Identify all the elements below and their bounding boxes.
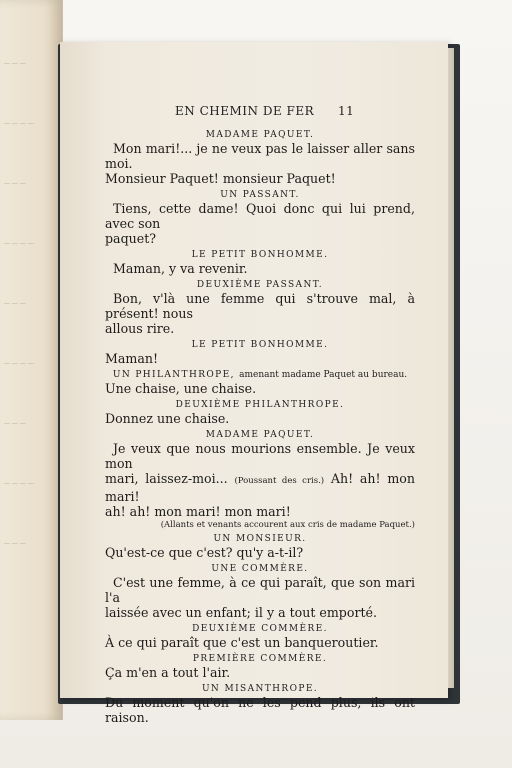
dialogue-line: Une chaise, une chaise. (105, 381, 257, 396)
dialogue-line: Maman, y va revenir. (113, 261, 248, 276)
speaker-name: DEUXIÈME PASSANT. (196, 280, 324, 290)
dialogue-line: À ce qui paraît que c'est un banqueroutier. (105, 635, 379, 650)
dialogue-fragment: mari, laissez-moi... (105, 471, 228, 486)
dialogue-line: Monsieur Paquet! monsieur Paquet! (105, 171, 336, 186)
speaker-name: UN MONSIEUR. (213, 534, 307, 544)
speaker-name: UNE COMMÈRE. (211, 564, 309, 574)
dialogue-line: Tiens, cette dame! Quoi donc qui lui prend, avec son (105, 201, 415, 231)
running-title: EN CHEMIN DE FER (175, 104, 315, 118)
dialogue-line: Qu'est-ce que c'est? qu'y a-t-il? (105, 545, 304, 560)
dialogue-line: laissée avec un enfant; il y a tout emporté. (105, 605, 377, 620)
speaker-name: LE PETIT BONHOMME. (191, 250, 329, 260)
facing-page: — — — — — — — — — — — — — — — — — — — — — — — — — — — — — — — (0, 0, 63, 720)
dialogue-line: allous rire. (105, 321, 175, 336)
speaker-name: UN PASSANT. (220, 190, 300, 200)
speaker-name: DEUXIÈME PHILANTHROPE. (175, 400, 345, 410)
dialogue-line: ah! ah! mon mari! mon mari! (105, 504, 291, 519)
stage-direction: (Allants et venants accourent aux cris de madame Paquet.) (160, 520, 415, 530)
speaker-with-direction (105, 370, 415, 380)
speaker-name: DEUXIÈME COMMÈRE. (192, 624, 328, 634)
speaker-name: MADAME PAQUET. (205, 130, 315, 140)
book-page (60, 42, 448, 725)
play-text (105, 126, 415, 725)
speaker-name: MADAME PAQUET. (205, 430, 315, 440)
speaker-name: LE PETIT BONHOMME. (191, 340, 329, 350)
stage-direction: amenant madame Paquet au bureau. (239, 370, 408, 380)
dialogue-fragment: Ah! ah! mon mari! (105, 471, 416, 504)
dialogue-line: Du moment qu'on ne les pend plus, ils ont raison. (105, 695, 415, 725)
dialogue-line: Mon mari!... je ne veux pas le laisser aller sans moi. (105, 141, 415, 171)
dialogue-line: Je veux que nous mourions ensemble. Je veux mon (105, 441, 415, 471)
inline-stage-direction: (Poussant des cris.) (234, 476, 325, 486)
speaker-name: UN PHILANTHROPE, (112, 370, 235, 380)
dialogue-line: Maman! (105, 351, 159, 366)
dialogue-line-with-stage (105, 471, 415, 504)
dialogue-line: C'est une femme, à ce qui paraît, que son mari l'a (105, 575, 415, 605)
speaker-name: UN MISANTHROPE. (201, 684, 319, 694)
dialogue-line: Ça m'en a tout l'air. (105, 665, 231, 680)
page-number: 11 (338, 104, 355, 118)
dialogue-line: Donnez une chaise. (105, 411, 230, 426)
page-edge (448, 48, 454, 688)
speaker-name: PREMIÈRE COMMÈRE. (192, 654, 328, 664)
dialogue-line: Bon, v'là une femme qui s'trouve mal, à présent! nous (105, 291, 415, 321)
dialogue-line: paquet? (105, 231, 157, 246)
